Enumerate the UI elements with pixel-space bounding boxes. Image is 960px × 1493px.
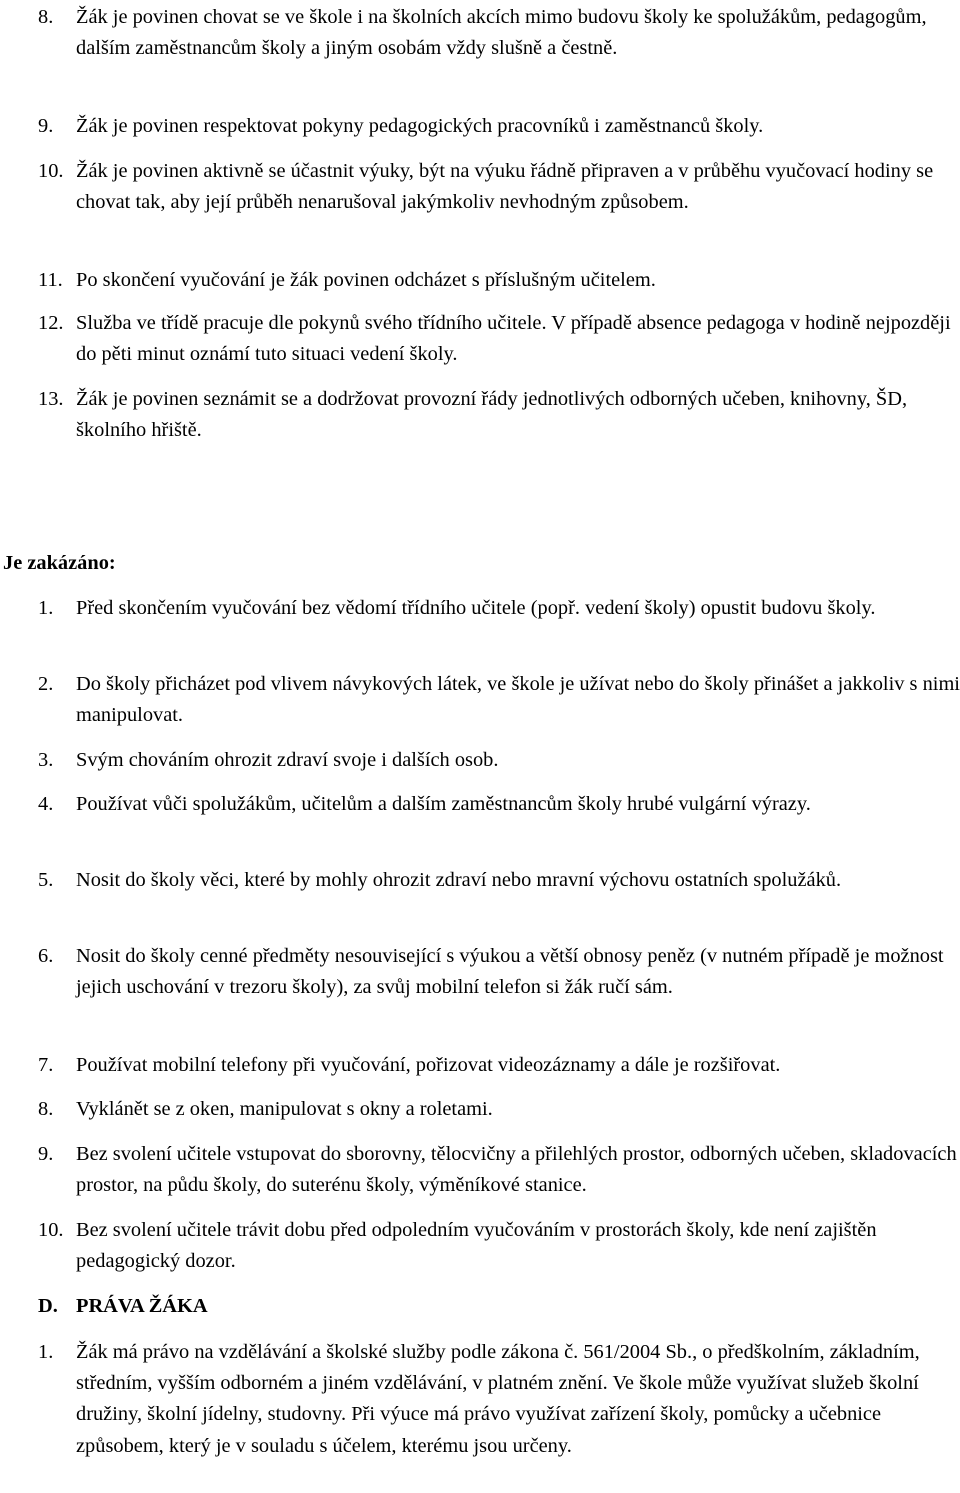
list-item <box>38 789 960 820</box>
item-text: Před skončením vyučování bez vědomí třídního učitele (popř. vedení školy) opustit budovu školy. <box>76 597 876 619</box>
item-text: Nosit do školy cenné předměty nesouvisející s výukou a větší obnosy peněz (v nutném případě je možnost jejich uschování v trezoru školy), za svůj mobilní telefon si žák ručí sám. <box>76 945 944 999</box>
list-item <box>38 941 960 1003</box>
item-text: Používat mobilní telefony při vyučování, pořizovat videozáznamy a dále je rozšiřovat. <box>76 1054 781 1076</box>
item-text: Žák je povinen chovat se ve škole i na školních akcích mimo budovu školy ke spolužákům, pedagogům, dalším zaměstnancům školy a jiným osobám vždy slušně a čestně. <box>76 6 927 60</box>
list-item <box>38 1094 960 1125</box>
rights-section-heading <box>38 1291 208 1322</box>
section-title: PRÁVA ŽÁKA <box>76 1295 208 1317</box>
section-letter: D. <box>38 1295 58 1317</box>
item-number: 8. <box>38 1098 54 1120</box>
list-item <box>38 669 960 731</box>
item-number: 7. <box>38 1054 54 1076</box>
item-number: 1. <box>38 597 54 619</box>
item-text: Bez svolení učitele trávit dobu před odpoledním vyučováním v prostorách školy, kde není zajištěn pedagogický dozor. <box>76 1219 877 1273</box>
item-text: Svým chováním ohrozit zdraví svoje i dalších osob. <box>76 749 499 771</box>
item-number: 5. <box>38 869 54 891</box>
item-text: Vyklánět se z oken, manipulovat s okny a roletami. <box>76 1098 493 1120</box>
list-item <box>38 2 960 64</box>
item-number: 10. <box>38 160 64 182</box>
list-item <box>38 1139 960 1201</box>
item-number: 12. <box>38 312 64 334</box>
item-number: 9. <box>38 1143 54 1165</box>
list-item <box>38 111 960 142</box>
item-number: 2. <box>38 673 54 695</box>
item-number: 13. <box>38 388 64 410</box>
list-item <box>38 384 960 446</box>
item-text: Žák je povinen seznámit se a dodržovat provozní řády jednotlivých odborných učeben, knihovny, ŠD, školního hřiště. <box>76 388 908 442</box>
item-number: 4. <box>38 793 54 815</box>
list-item <box>38 308 960 370</box>
item-text: Používat vůči spolužákům, učitelům a dalším zaměstnancům školy hrubé vulgární výrazy. <box>76 793 811 815</box>
item-text: Bez svolení učitele vstupovat do sborovny, tělocvičny a přilehlých prostor, odborných učeben, skladovacích prostor, na půdu školy, do suterénu školy, výměníkové stanice. <box>76 1143 957 1197</box>
item-text: Služba ve třídě pracuje dle pokynů svého třídního učitele. V případě absence pedagoga v hodině nejpozději do pěti minut oznámí tuto situaci vedení školy. <box>76 312 951 366</box>
item-number: 8. <box>38 6 54 28</box>
item-text: Žák je povinen aktivně se účastnit výuky, být na výuku řádně připraven a v průběhu vyučovací hodiny se chovat tak, aby její průběh nenarušoval jakýmkoliv nevhodným způsobem. <box>76 160 934 214</box>
item-number: 6. <box>38 945 54 967</box>
list-item <box>38 1337 960 1462</box>
item-text: Žák má právo na vzdělávání a školské služby podle zákona č. 561/2004 Sb., o předškolním, základním, středním, vyšším odborném a jiném vzdělávání, v platném znění. Ve škole může využívat služeb školní družiny, školní jídelny, studovny. Při výuce má právo využívat zařízení školy, pomůcky a učebnice způsobem, který je v souladu s účelem, kterému jsou určeny. <box>76 1341 920 1457</box>
item-number: 3. <box>38 749 54 771</box>
list-item <box>38 265 960 296</box>
item-text: Po skončení vyučování je žák povinen odcházet s příslušným učitelem. <box>76 269 656 291</box>
item-text: Žák je povinen respektovat pokyny pedagogických pracovníků i zaměstnanců školy. <box>76 115 764 137</box>
item-number: 11. <box>38 269 63 291</box>
item-number: 1. <box>38 1341 54 1363</box>
list-item <box>38 593 960 624</box>
item-text: Nosit do školy věci, které by mohly ohrozit zdraví nebo mravní výchovu ostatních spolužáků. <box>76 869 842 891</box>
item-number: 9. <box>38 115 54 137</box>
list-item <box>38 1050 960 1081</box>
list-item <box>38 1215 960 1277</box>
item-text: Do školy přicházet pod vlivem návykových látek, ve škole je užívat nebo do školy přinášet a jakkoliv s nimi manipulovat. <box>76 673 960 727</box>
list-item <box>38 865 960 896</box>
item-number: 10. <box>38 1219 64 1241</box>
list-item <box>38 745 960 776</box>
prohibited-heading: Je zakázáno: <box>3 552 116 574</box>
list-item <box>38 156 960 218</box>
